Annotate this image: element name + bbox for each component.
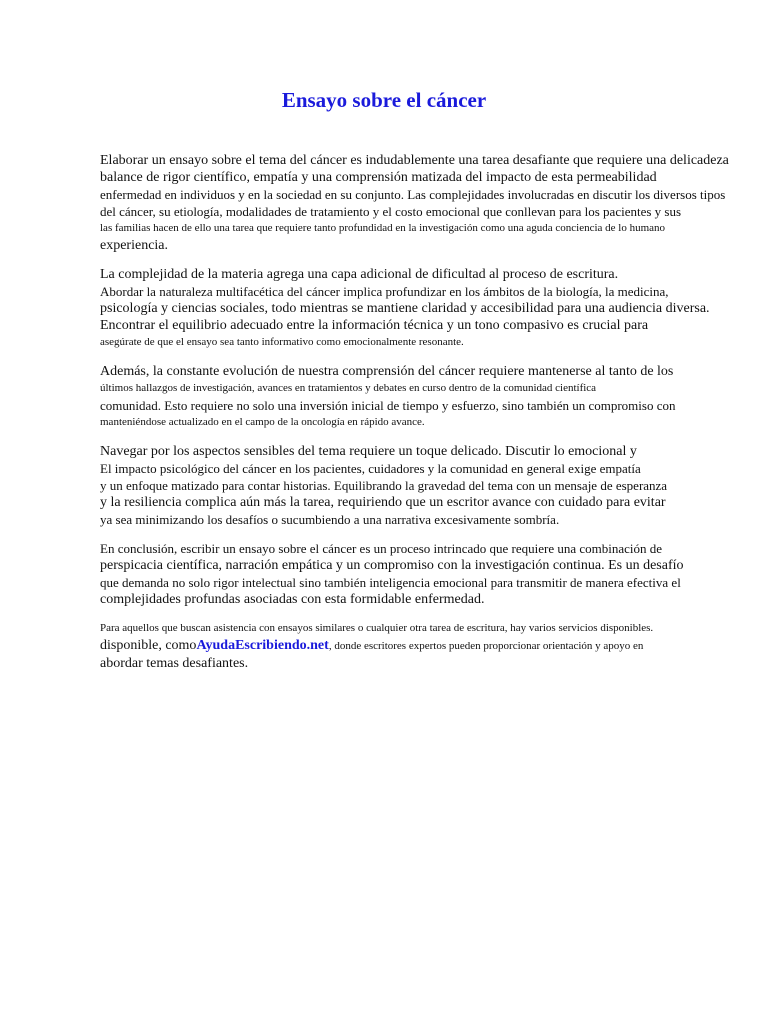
paragraph-line: ya sea minimizando los desafíos o sucumbiendo a una narrativa excesivamente sombría. xyxy=(100,512,560,527)
paragraph-line: Además, la constante evolución de nuestra comprensión del cáncer requiere mantenerse al tanto de los xyxy=(100,364,674,379)
paragraph-line: Encontrar el equilibrio adecuado entre la información técnica y un tono compasivo es crucial para xyxy=(100,318,649,333)
paragraph-line: El impacto psicológico del cáncer en los pacientes, cuidadores y la comunidad en general exige empatía xyxy=(100,461,641,476)
paragraph xyxy=(100,152,762,254)
closing-paragraph xyxy=(100,620,762,672)
paragraph-line: y la resiliencia complica aún más la tarea, requiriendo que un escritor avance con cuidado para evitar xyxy=(100,495,666,510)
paragraph-line: Elaborar un ensayo sobre el tema del cáncer es indudablemente una tarea desafiante que requiere una delicadeza xyxy=(100,153,729,168)
closing-suffix: , donde escritores expertos pueden proporcionar orientación y apoyo en xyxy=(328,640,644,652)
paragraph-line: balance de rigor científico, empatía y una comprensión matizada del impacto de esta permeabilidad xyxy=(100,170,657,185)
document-title: Ensayo sobre el cáncer xyxy=(281,88,487,112)
paragraph xyxy=(100,363,762,431)
paragraph-line: En conclusión, escribir un ensayo sobre el cáncer es un proceso intrincado que requiere una combinación de xyxy=(100,541,663,556)
document-body xyxy=(100,152,762,684)
paragraph-line: enfermedad en individuos y en la sociedad en su conjunto. Las complejidades involucradas en discutir los diversos tipos xyxy=(100,187,726,202)
paragraph-line: las familias hacen de ello una tarea que requiere tanto profundidad en la investigación como una aguda conciencia de lo humano xyxy=(100,222,666,234)
ayudaescribiendo-link[interactable]: AyudaEscribiendo.net xyxy=(196,638,329,653)
paragraph-line: comunidad. Esto requiere no solo una inversión inicial de tiempo y esfuerzo, sino también un compromiso con xyxy=(100,398,676,413)
closing-line-2 xyxy=(100,637,762,655)
paragraph-line: asegúrate de que el ensayo sea tanto informativo como emocionalmente resonante. xyxy=(100,336,464,348)
paragraph-line: Abordar la naturaleza multifacética del cáncer implica profundizar en los ámbitos de la biología, la medicina, xyxy=(100,284,669,299)
paragraph xyxy=(100,540,762,608)
paragraph-line: psicología y ciencias sociales, todo mientras se mantiene claridad y accesibilidad para una audiencia diversa. xyxy=(100,301,710,316)
paragraph xyxy=(100,266,762,351)
paragraph-line: del cáncer, su etiología, modalidades de tratamiento y el costo emocional que conllevan para los pacientes y sus xyxy=(100,204,682,219)
closing-prefix: disponible, como xyxy=(100,638,197,653)
paragraph-line: perspicacia científica, narración empática y un compromiso con la investigación continua. Es un desafío xyxy=(100,558,684,573)
paragraph-line: La complejidad de la materia agrega una capa adicional de dificultad al proceso de escritura. xyxy=(100,267,619,282)
paragraph-container xyxy=(100,152,762,608)
paragraph-line: manteniéndose actualizado en el campo de la oncología en rápido avance. xyxy=(100,416,425,428)
closing-line-3: abordar temas desafiantes. xyxy=(100,656,249,671)
closing-line-1: Para aquellos que buscan asistencia con ensayos similares o cualquier otra tarea de escritura, hay varios servicios disponibles. xyxy=(100,622,654,634)
paragraph-line: Navegar por los aspectos sensibles del tema requiere un toque delicado. Discutir lo emocional y xyxy=(100,444,637,459)
paragraph-line: últimos hallazgos de investigación, avances en tratamientos y debates en curso dentro de la comunidad científica xyxy=(100,382,597,394)
paragraph-line: y un enfoque matizado para contar historias. Equilibrando la gravedad del tema con un mensaje de esperanza xyxy=(100,478,668,493)
paragraph-line: complejidades profundas asociadas con esta formidable enfermedad. xyxy=(100,592,485,607)
paragraph xyxy=(100,443,762,528)
paragraph-line: que demanda no solo rigor intelectual sino también inteligencia emocional para transmitir de manera efectiva el xyxy=(100,575,681,590)
paragraph-line: experiencia. xyxy=(100,238,169,253)
